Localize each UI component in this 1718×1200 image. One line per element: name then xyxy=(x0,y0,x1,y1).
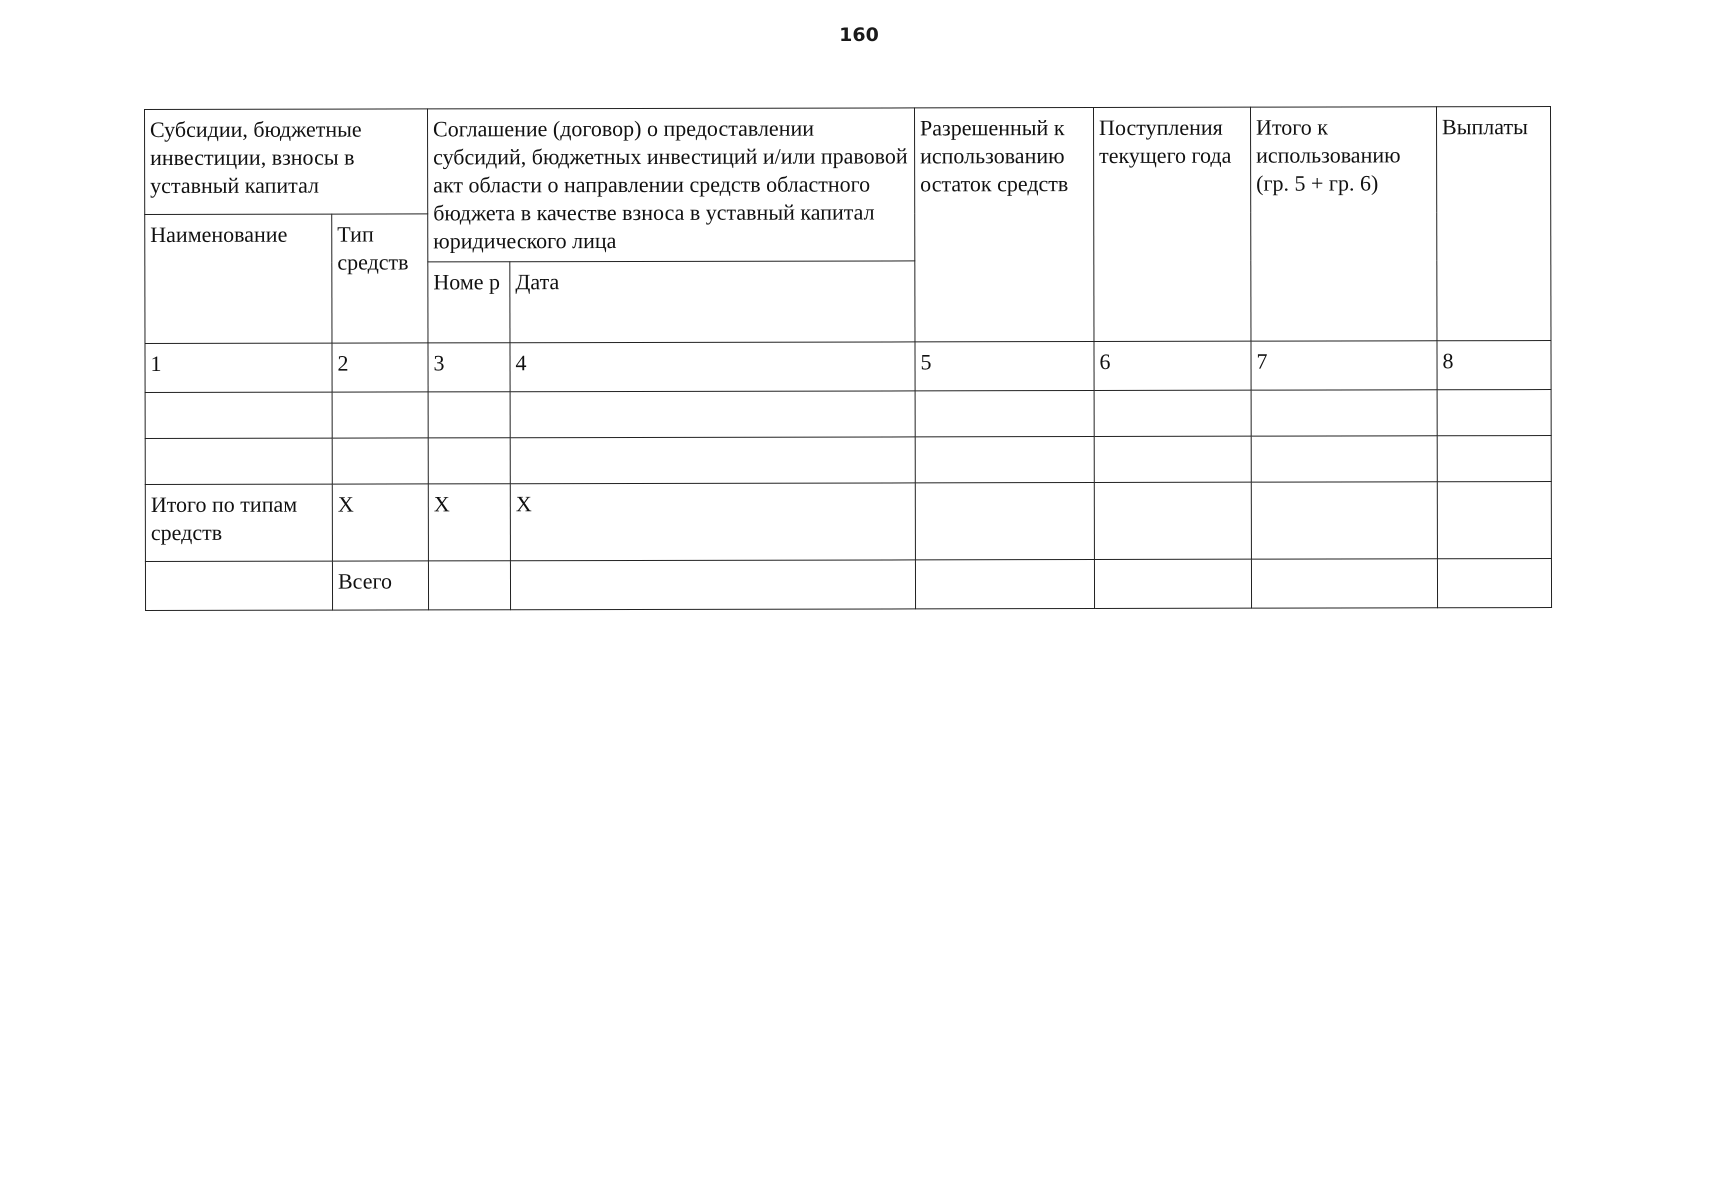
header-allowed-balance: Разрешенный к использованию остаток средств xyxy=(914,108,1093,342)
table-cell xyxy=(332,438,428,484)
table-cell xyxy=(915,391,1094,437)
column-number: 8 xyxy=(1437,341,1551,390)
column-number: 6 xyxy=(1094,341,1251,390)
header-number: Номе р xyxy=(428,262,510,343)
header-current-receipts: Поступления текущего года xyxy=(1093,107,1250,341)
total-payments xyxy=(1437,482,1551,559)
total-by-type-label: Итого по типам средств xyxy=(145,484,332,561)
table-cell xyxy=(145,392,332,438)
total-type-x: X xyxy=(332,484,428,561)
header-total-to-use: Итого к использованию (гр. 5 + гр. 6) xyxy=(1250,107,1436,341)
header-row-top xyxy=(145,107,1551,215)
table-cell xyxy=(510,391,915,438)
grand-total-current-receipts xyxy=(1094,559,1251,608)
table-cell xyxy=(1094,390,1251,436)
header-subsidies-group: Субсидии, бюджетные инвестиции, взносы в уставный капитал xyxy=(145,109,428,215)
grand-total-payments xyxy=(1437,559,1551,608)
column-number: 7 xyxy=(1251,341,1437,390)
report-table xyxy=(144,106,1552,611)
table-cell xyxy=(1251,390,1437,436)
grand-total-label: Всего xyxy=(332,561,428,610)
column-number-row xyxy=(145,341,1551,393)
total-total-to-use xyxy=(1251,482,1437,559)
header-name: Наименование xyxy=(145,214,332,343)
total-current-receipts xyxy=(1094,482,1251,559)
table-cell xyxy=(428,392,510,438)
total-number-x: X xyxy=(428,484,510,561)
column-number: 5 xyxy=(915,342,1094,391)
grand-total-total-to-use xyxy=(1251,559,1437,608)
column-number: 3 xyxy=(428,343,510,392)
table-row xyxy=(145,390,1551,439)
table-row xyxy=(145,436,1551,485)
table-cell xyxy=(1437,390,1551,436)
grand-total-number xyxy=(428,561,510,610)
column-number: 1 xyxy=(145,343,332,392)
total-allowed-balance xyxy=(915,483,1094,560)
table-cell xyxy=(510,437,915,484)
column-number: 4 xyxy=(510,342,915,392)
table-cell xyxy=(145,438,332,484)
total-by-type-row xyxy=(145,482,1551,562)
grand-total-row xyxy=(145,559,1551,611)
table-cell xyxy=(915,437,1094,483)
header-agreement-group: Соглашение (договор) о предоставлении субсидий, бюджетных инвестиций и/или правовой акт области о направлении средств областного бюджета в качестве взноса в уставный капитал юридического лица xyxy=(428,108,915,262)
grand-total-name xyxy=(145,561,332,610)
table-cell xyxy=(1437,436,1551,482)
page-number: 160 xyxy=(839,24,879,46)
grand-total-date xyxy=(510,560,915,610)
table-cell xyxy=(1094,436,1251,482)
total-date-x: X xyxy=(510,483,915,561)
table-cell xyxy=(332,392,428,438)
grand-total-allowed-balance xyxy=(915,560,1094,609)
header-date: Дата xyxy=(510,261,915,343)
table-cell xyxy=(428,438,510,484)
header-payments: Выплаты xyxy=(1436,107,1550,341)
column-number: 2 xyxy=(332,343,428,392)
table-cell xyxy=(1251,436,1437,482)
header-type: Тип средств xyxy=(332,214,428,343)
